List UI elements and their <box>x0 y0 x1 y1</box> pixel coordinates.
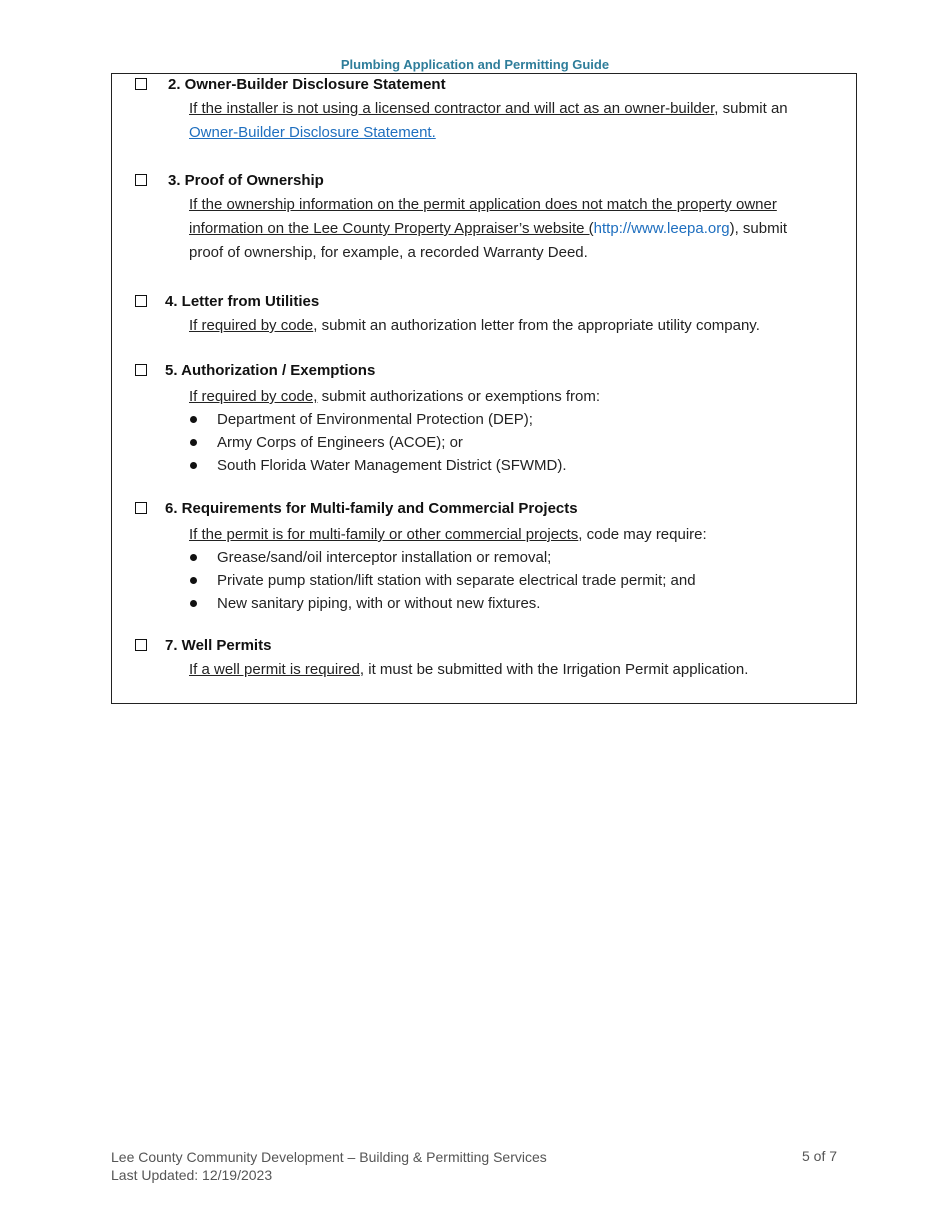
condition-text: If a well permit is required <box>189 661 360 678</box>
leepa-link[interactable]: http://www.leepa.org <box>593 220 730 237</box>
multifamily-bullet-list <box>189 546 839 615</box>
item-body-proof-ownership <box>189 193 849 265</box>
checkbox-letter-utilities[interactable] <box>135 295 147 307</box>
item-body-well-permits <box>189 658 849 682</box>
item-body-multifamily <box>189 523 839 547</box>
item-title-owner-builder: 2. Owner-Builder Disclosure Statement <box>168 76 446 93</box>
body-text: submit authorizations or exemptions from: <box>317 388 601 405</box>
body-text: , submit an authorization letter from the appropriate utility company. <box>313 317 760 334</box>
checkbox-owner-builder[interactable] <box>135 78 147 90</box>
item-title-letter-utilities: 4. Letter from Utilities <box>165 293 320 310</box>
bullet-icon <box>190 439 197 446</box>
checkbox-multifamily[interactable] <box>135 502 147 514</box>
bullet-icon <box>190 600 197 607</box>
item-body-letter-utilities <box>189 314 849 338</box>
list-item: Army Corps of Engineers (ACOE); or <box>189 431 839 454</box>
item-title-proof-ownership: 3. Proof of Ownership <box>168 172 324 189</box>
body-text: ), submit <box>729 220 788 237</box>
checklist-box <box>111 73 857 704</box>
owner-builder-disclosure-link[interactable]: Owner-Builder Disclosure Statement. <box>189 124 436 141</box>
list-item: Private pump station/lift station with separate electrical trade permit; and <box>189 569 839 592</box>
footer-org: Lee County Community Development – Building & Permitting Services <box>111 1149 547 1165</box>
footer-updated: Last Updated: 12/19/2023 <box>111 1167 273 1183</box>
checkbox-well-permits[interactable] <box>135 639 147 651</box>
checkbox-authorization[interactable] <box>135 364 147 376</box>
bullet-icon <box>190 462 197 469</box>
page-header-title: Plumbing Application and Permitting Guide <box>340 57 610 72</box>
body-text: , submit an <box>714 100 788 117</box>
item-title-well-permits: 7. Well Permits <box>165 637 272 654</box>
footer-left <box>111 1148 547 1184</box>
condition-text: If required by code, <box>189 388 318 405</box>
list-item: Department of Environmental Protection (DEP); <box>189 408 839 431</box>
list-item: Grease/sand/oil interceptor installation or removal; <box>189 546 839 569</box>
checkbox-proof-ownership[interactable] <box>135 174 147 186</box>
bullet-icon <box>190 554 197 561</box>
body-text-line3: proof of ownership, for example, a recorded Warranty Deed. <box>189 244 588 261</box>
condition-text: If the installer is not using a licensed contractor and will act as an owner-builder <box>189 100 715 117</box>
item-body-authorization <box>189 385 839 409</box>
bullet-icon <box>190 577 197 584</box>
condition-text: If the permit is for multi-family or other commercial projects <box>189 526 579 543</box>
page-number: 5 of 7 <box>802 1148 838 1164</box>
condition-text-line2: information on the Lee County Property Appraiser’s website ( <box>189 220 594 237</box>
list-item: New sanitary piping, with or without new fixtures. <box>189 592 839 615</box>
item-title-authorization: 5. Authorization / Exemptions <box>165 362 376 379</box>
item-body-owner-builder <box>189 97 839 145</box>
condition-text: If required by code <box>189 317 314 334</box>
authorization-bullet-list <box>189 408 839 477</box>
body-text: , code may require: <box>578 526 707 543</box>
list-item: South Florida Water Management District (SFWMD). <box>189 454 839 477</box>
body-text: , it must be submitted with the Irrigation Permit application. <box>359 661 749 678</box>
bullet-icon <box>190 416 197 423</box>
condition-text-line1: If the ownership information on the permit application does not match the property owner <box>189 196 777 213</box>
item-title-multifamily: 6. Requirements for Multi-family and Commercial Projects <box>165 500 578 517</box>
